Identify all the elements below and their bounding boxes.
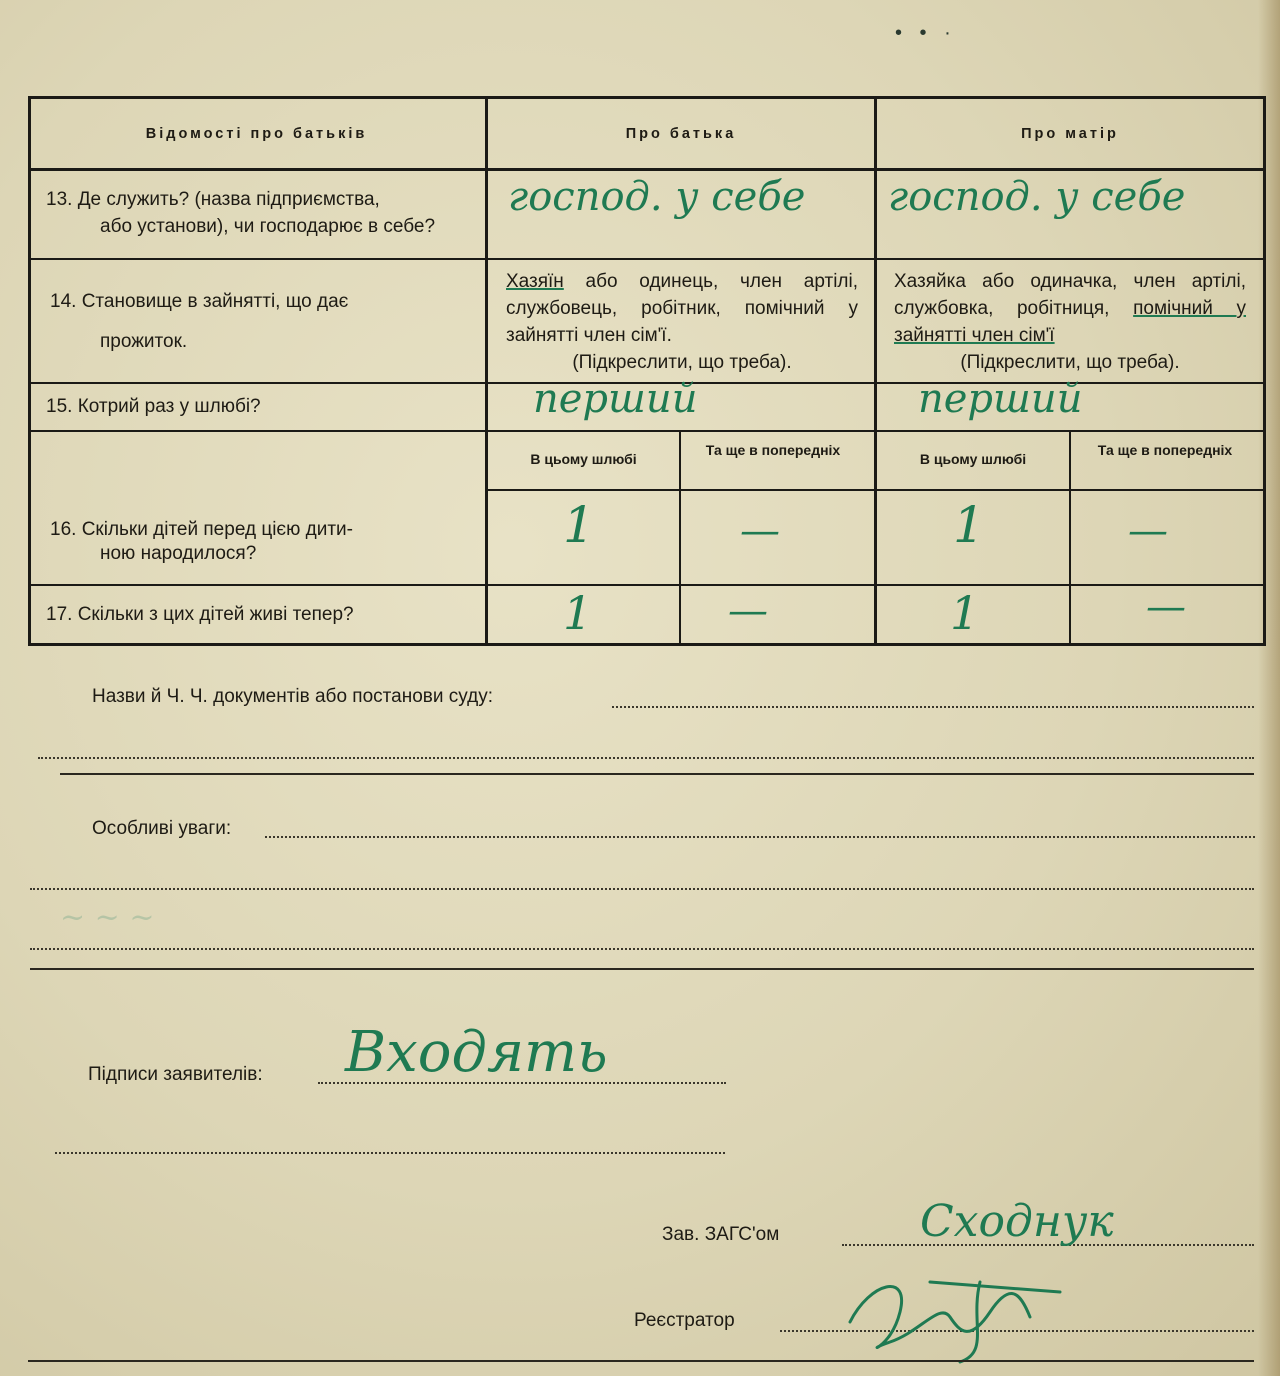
remarks-line-3 [30,948,1254,950]
father-sub-this-marriage: В цьому шлюбі [530,451,637,467]
mother-sub-this-marriage: В цьому шлюбі [919,451,1027,467]
father-children-this-marriage: 1 [563,496,595,554]
documents-line-3 [60,773,1254,775]
father-employment-text: або одинець, член артілі, службовець, робітник, помічний у зайнятті член сім'ї. [506,271,858,346]
col-divider-2 [874,96,877,646]
mother-children-previous: — [1128,508,1168,554]
mother-underlined-choice: помічний у зайнятті член сім'ї [894,298,1246,346]
father-children-previous: — [740,508,780,554]
q15: 15. Котрий раз у шлюбі? [46,396,261,417]
q13-line2: або установи), чи господарює в себе? [100,216,436,237]
table-border-bottom [28,643,1266,646]
mother-employment-text: Хазяйка або одиначка, член артілі, службовка, робітниця, [894,271,1246,319]
father-workplace-handwritten: господ. у себе [508,174,806,220]
father-underline-note: (Підкреслити, що треба). [572,352,792,373]
mother-employment-options [894,268,1246,349]
table-border-top [28,96,1266,99]
q16-line2: ною народилося? [100,543,257,564]
ink-marks: • • · [895,22,957,44]
remarks-line-2 [30,888,1254,890]
mother-sub-previous: Та ще в попередніх [1097,442,1233,458]
mother-workplace-handwritten: господ. у себе [888,174,1186,220]
registrar-label: Реєстратор [634,1310,735,1331]
remarks-label: Особливі уваги: [92,818,232,839]
mother-children-alive-previous: — [1146,584,1186,630]
signatures-handwritten: Входять [345,1020,608,1085]
mother-marriage-count-handwritten: перший [918,376,1083,422]
row-divider-sub [485,489,1266,491]
head-of-registry-label: Зав. ЗАГС'ом [662,1224,780,1245]
row-divider-16 [28,584,1266,586]
father-children-alive-this: 1 [563,586,593,640]
q14-line2: прожиток. [100,331,188,352]
q16-line1: 16. Скільки дітей перед цією дити- [50,519,353,540]
header-parents-info: Відомості про батьків [145,126,368,142]
father-underlined-choice: Хазяїн [506,271,564,292]
col-subdivider-father [679,432,681,646]
q14-line1: 14. Становище в зайнятті, що дає [50,291,349,312]
header-mother: Про матір [1021,126,1119,142]
parents-info-table [28,96,1266,646]
bottom-rule [28,1360,1254,1362]
documents-label: Назви й Ч. Ч. документів або постанови суду: [92,686,493,707]
father-employment-options [506,268,858,349]
row-divider-13 [28,258,1266,260]
col-subdivider-mother [1069,432,1071,646]
mother-children-alive-this: 1 [950,586,980,640]
bleed-through-text: ~ ~ ~ [60,900,155,935]
col-divider-1 [485,96,488,646]
header-father: Про батька [625,126,737,142]
signatures-line-2 [55,1152,725,1154]
row-divider-header [28,168,1266,171]
row-divider-15 [28,430,1266,432]
mother-children-this-marriage: 1 [953,496,985,554]
documents-line-2 [38,757,1254,759]
q17: 17. Скільки з цих дітей живі тепер? [46,604,354,625]
table-border-right [1263,96,1266,646]
remarks-line-4 [30,968,1254,970]
head-of-registry-signature: Сходнук [920,1196,1114,1247]
mother-underline-note: (Підкреслити, що треба). [960,352,1180,373]
registrar-signature-scribble [830,1262,1070,1372]
signatures-label: Підписи заявителів: [88,1064,263,1085]
table-border-left [28,96,31,646]
remarks-line-1 [265,836,1255,838]
father-sub-previous: Та ще в попередніх [705,442,841,458]
father-marriage-count-handwritten: перший [533,376,698,422]
documents-line-1 [612,706,1254,708]
father-children-alive-previous: — [728,588,768,634]
q13-line1: 13. Де служить? (назва підприємства, [46,189,380,210]
